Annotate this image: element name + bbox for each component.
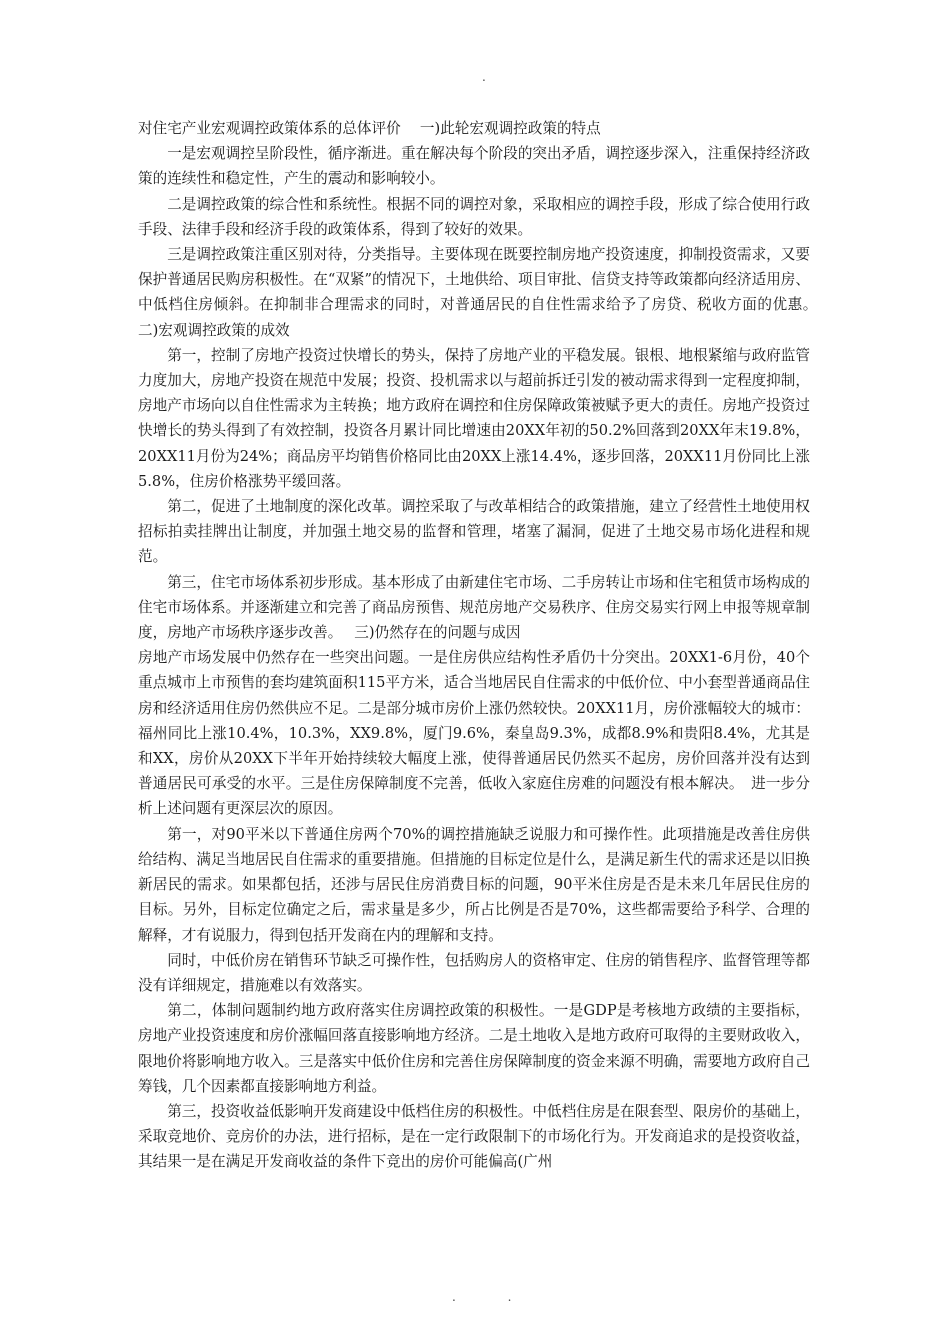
document-body bbox=[138, 116, 844, 1175]
paragraph-title: 对住宅产业宏观调控政策体系的总体评价 一)此轮宏观调控政策的特点 bbox=[138, 120, 601, 137]
paragraph: 三是调控政策注重区别对待，分类指导。主要体现在既要控制房地产投资速度，抑制投资需求，又要保护普通居民购房积极性。在“双紧”的情况下，土地供给、项目审批、信贷支持等政策都向经济适用房、中低档住房倾斜。在抑制非合理需求的同时，对普通居民的自住性需求给予了房贷、税收方面的优惠。 二)宏观调控政策的成效 bbox=[138, 246, 844, 339]
paragraph: 第二，促进了土地制度的深化改革。调控采取了与改革相结合的政策措施，建立了经营性土地使用权招标拍卖挂牌出让制度，并加强土地交易的监督和管理，堵塞了漏洞，促进了土地交易市场化进程和规范。 bbox=[138, 498, 810, 566]
paragraph: 第二，体制问题制约地方政府落实住房调控政策的积极性。一是GDP是考核地方政绩的主要指标，房地产业投资速度和房价涨幅回落直接影响地方经济。二是土地收入是地方政府可取得的主要财政收入，限地价将影响地方收入。三是落实中低价住房和完善住房保障制度的资金来源不明确，需要地方政府自己筹钱，几个因素都直接影响地方利益。 bbox=[138, 1002, 810, 1095]
header-dot: . bbox=[482, 70, 486, 84]
paragraph: 第三，投资收益低影响开发商建设中低档住房的积极性。中低档住房是在限套型、限房价的基础上，采取竞地价、竞房价的办法，进行招标，是在一定行政限制下的市场化行为。开发商追求的是投资收益，其结果一是在满足开发商收益的条件下竞出的房价可能偏高(广州 bbox=[138, 1102, 810, 1171]
paragraph: 第一，对90平米以下普通住房两个70%的调控措施缺乏说服力和可操作性。此项措施是改善住房供给结构、满足当地居民自住需求的重要措施。但措施的目标定位是什么，是满足新生代的需求还是以旧换新居民的需求。如果都包括，还涉与居民住房消费目标的问题，90平米住房是否是未来几年居民住房的目标。另外，目标定位确定之后，需求量是多少，所占比例是否是70%，这些都需要给予科学、合理的解释，才有说服力，得到包括开发商在内的理解和支持。 bbox=[138, 825, 810, 944]
paragraph: 同时，中低价房在销售环节缺乏可操作性，包括购房人的资格审定、住房的销售程序、监督管理等都没有详细规定，措施难以有效落实。 bbox=[138, 951, 810, 994]
paragraph: 二是调控政策的综合性和系统性。根据不同的调控对象，采取相应的调控手段，形成了综合使用行政手段、法律手段和经济手段的政策体系，得到了较好的效果。 bbox=[138, 195, 810, 238]
paragraph: 一是宏观调控呈阶段性，循序渐进。重在解决每个阶段的突出矛盾，调控逐步深入，注重保持经济政策的连续性和稳定性，产生的震动和影响较小。 bbox=[138, 145, 810, 188]
paragraph: 第三，住宅市场体系初步形成。基本形成了由新建住宅市场、二手房转让市场和住宅租赁市场构成的住宅市场体系。并逐渐建立和完善了商品房预售、规范房地产交易秩序、住房交易实行网上申报等规章制度，房地产市场秩序逐步改善。 三)仍然存在的问题与成因 bbox=[138, 573, 810, 642]
footer-dots: . . bbox=[452, 1290, 536, 1304]
paragraph: 房地产市场发展中仍然存在一些突出问题。一是住房供应结构性矛盾仍十分突出。20XX1-6月份，40个重点城市上市预售的套均建筑面积115平方米，适合当地居民自住需求的中低价位、中小套型普通商品住房和经济适用住房仍然供应不足。二是部分城市房价上涨仍然较快。20XX11月，房价涨幅较大的城市：福州同比上涨10.4%，10.3%，XX9.8%，厦门9.6%，秦皇岛9.3%，成都8.9%和贵阳8.4%，尤其是和XX，房价从20XX下半年开始持续较大幅度上涨，使得普通居民仍然买不起房，房价回落并没有达到普通居民可承受的水平。三是住房保障制度不完善，低收入家庭住房难的问题没有根本解决。 进一步分析上述问题有更深层次的原因。 bbox=[138, 649, 810, 818]
paragraph: 第一，控制了房地产投资过快增长的势头，保持了房地产业的平稳发展。银根、地根紧缩与政府监管力度加大，房地产投资在规范中发展；投资、投机需求以与超前拆迁引发的被动需求得到一定程度抑制，房地产市场向以自住性需求为主转换；地方政府在调控和住房保障政策被赋予更大的责任。房地产投资过快增长的势头得到了有效控制，投资各月累计同比增速由20XX年初的50.2%回落到20XX年末19.8%，20XX11月份为24%；商品房平均销售价格同比由20XX上涨14.4%，逐步回落，20XX11月份同比上涨5.8%，住房价格涨势平缓回落。 bbox=[138, 346, 810, 490]
